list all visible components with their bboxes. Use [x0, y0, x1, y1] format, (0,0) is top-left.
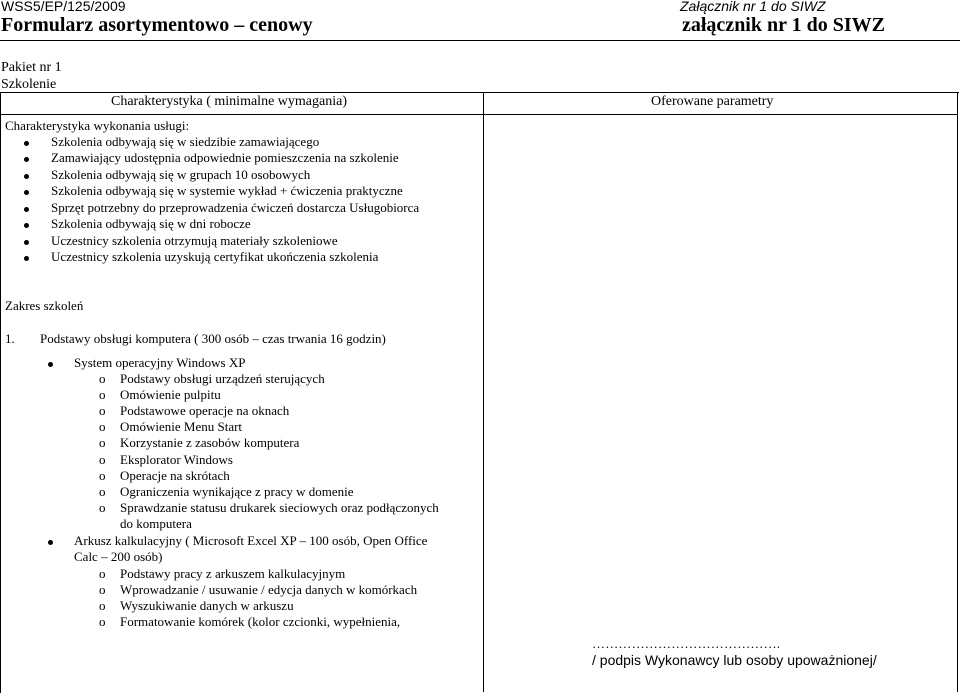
service-item: Uczestnicy szkolenia uzyskują certyfikat ukończenia szkolenia — [51, 249, 379, 264]
header-row-rule — [0, 114, 958, 115]
signature-line: ……………………………………. — [592, 636, 781, 651]
sub-bullet-icon: o — [99, 566, 106, 581]
module-item: Podstawy obsługi urządzeń sterujących — [120, 371, 325, 386]
course-title: Podstawy obsługi komputera ( 300 osób – czas trwania 16 godzin) — [40, 331, 386, 346]
module-item: Podstawowe operacje na oknach — [120, 403, 290, 418]
table-right-border — [957, 92, 958, 692]
column-header-offered: Oferowane parametry — [651, 94, 774, 109]
module-item: Podstawy pracy z arkuszem kalkulacyjnym — [120, 566, 346, 581]
module-title: System operacyjny Windows XP — [74, 355, 246, 370]
sub-bullet-icon: o — [99, 403, 106, 418]
bullet-icon — [24, 141, 29, 146]
bullet-icon — [24, 174, 29, 179]
sub-bullet-icon: o — [99, 452, 106, 467]
module-item-continuation: do komputera — [120, 516, 192, 531]
module-item: Wyszukiwanie danych w arkuszu — [120, 598, 294, 613]
service-item: Sprzęt potrzebny do przeprowadzenia ćwiczeń dostarcza Usługobiorca — [51, 200, 420, 215]
sub-bullet-icon: o — [99, 468, 106, 483]
module-item: Eksplorator Windows — [120, 452, 233, 467]
service-item: Szkolenia odbywają się w grupach 10 osobowych — [51, 167, 311, 182]
header-rule — [0, 40, 960, 41]
module-item: Wprowadzanie / usuwanie / edycja danych w komórkach — [120, 582, 418, 597]
module-title-continuation: Calc – 200 osób) — [74, 549, 163, 564]
annex-title: załącznik nr 1 do SIWZ — [682, 14, 885, 36]
module-item: Sprawdzanie statusu drukarek sieciowych oraz podłączonych — [120, 500, 439, 515]
service-item: Zamawiający udostępnia odpowiednie pomieszczenia na szkolenie — [51, 150, 399, 165]
column-header-requirements: Charakterystyka ( minimalne wymagania) — [111, 94, 347, 109]
sub-bullet-icon: o — [99, 598, 106, 613]
sub-bullet-icon: o — [99, 419, 106, 434]
service-item: Szkolenia odbywają się w dni robocze — [51, 216, 251, 231]
service-item: Szkolenia odbywają się w siedzibie zamawiającego — [51, 134, 320, 149]
module-item: Formatowanie komórek (kolor czcionki, wypełnienia, — [120, 614, 401, 629]
course-number: 1. — [5, 331, 15, 346]
sub-bullet-icon: o — [99, 387, 106, 402]
bullet-icon — [24, 223, 29, 228]
bullet-icon — [48, 362, 53, 367]
scope-title: Zakres szkoleń — [5, 298, 84, 313]
module-title: Arkusz kalkulacyjny ( Microsoft Excel XP – 100 osób, Open Office — [74, 533, 428, 548]
document-title: Formularz asortymentowo – cenowy — [1, 14, 313, 36]
module-item: Omówienie Menu Start — [120, 419, 243, 434]
module-item: Operacje na skrótach — [120, 468, 230, 483]
package-label: Pakiet nr 1 — [1, 60, 62, 75]
annex-label-top: Załącznik nr 1 do SIWZ — [680, 0, 826, 14]
module-item: Omówienie pulpitu — [120, 387, 221, 402]
bullet-icon — [24, 207, 29, 212]
module-item: Ograniczenia wynikające z pracy w domenie — [120, 484, 354, 499]
column-divider — [483, 92, 484, 692]
service-title: Charakterystyka wykonania usługi: — [5, 118, 190, 133]
bullet-icon — [24, 240, 29, 245]
package-name: Szkolenie — [1, 77, 57, 92]
sub-bullet-icon: o — [99, 435, 106, 450]
bullet-icon — [48, 540, 53, 545]
service-item: Uczestnicy szkolenia otrzymują materiały szkoleniowe — [51, 233, 338, 248]
signature-caption: / podpis Wykonawcy lub osoby upoważnionej/ — [592, 652, 877, 668]
module-item: Korzystanie z zasobów komputera — [120, 435, 300, 450]
sub-bullet-icon: o — [99, 484, 106, 499]
sub-bullet-icon: o — [99, 582, 106, 597]
sub-bullet-icon: o — [99, 614, 106, 629]
bullet-icon — [24, 190, 29, 195]
document-code: WSS5/EP/125/2009 — [1, 0, 126, 14]
bullet-icon — [24, 256, 29, 261]
sub-bullet-icon: o — [99, 500, 106, 515]
bullet-icon — [24, 157, 29, 162]
service-item: Szkolenia odbywają się w systemie wykład + ćwiczenia praktyczne — [51, 183, 403, 198]
sub-bullet-icon: o — [99, 371, 106, 386]
